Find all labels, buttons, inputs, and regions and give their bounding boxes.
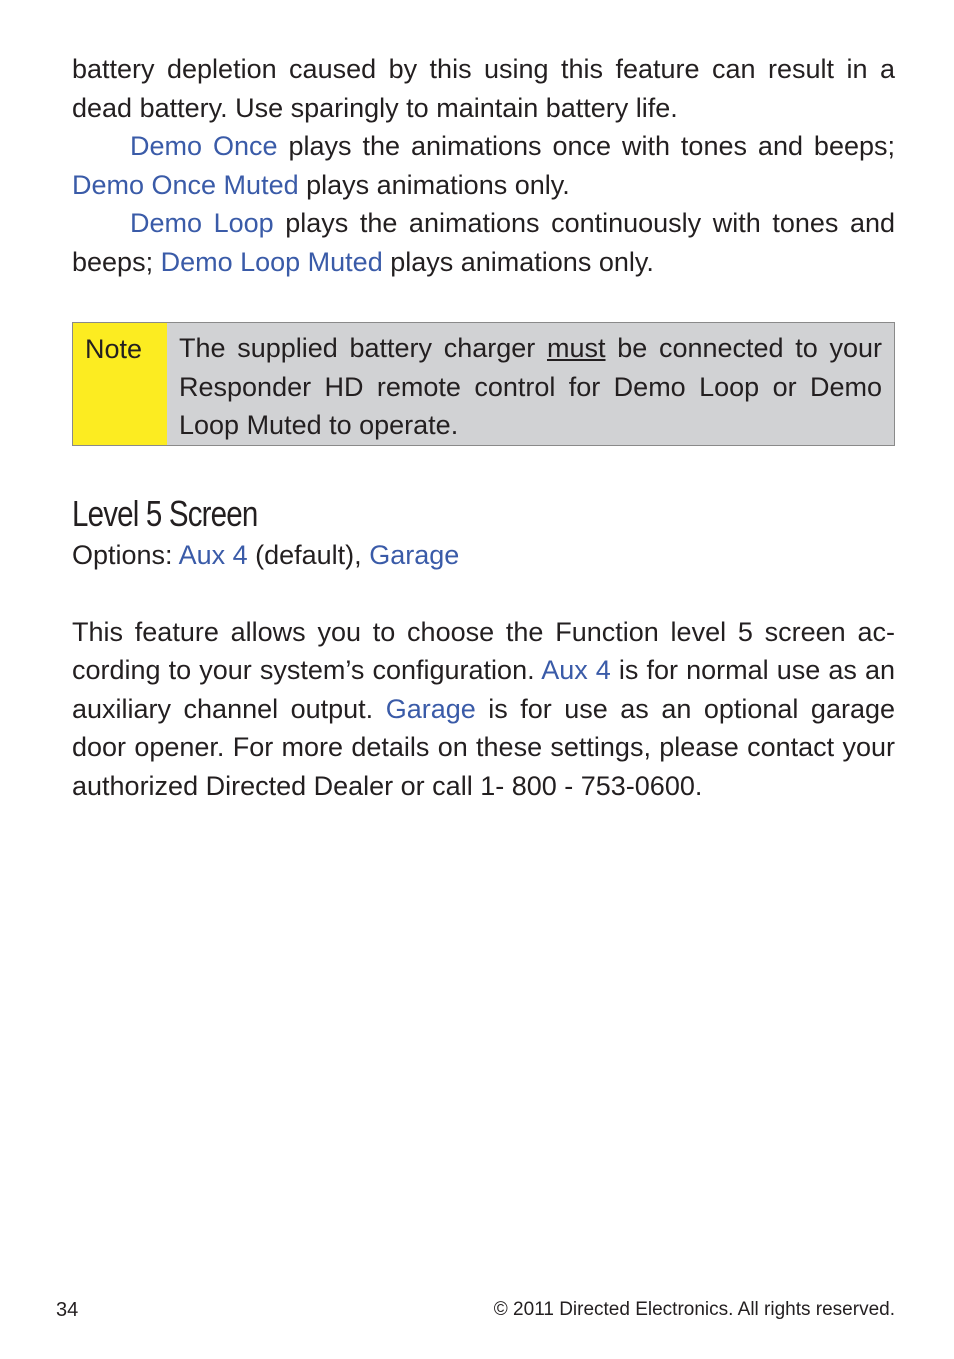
intro-text: battery depletion caused by this using this feature can result in a dead battery. Use sparingly to maintain battery life. bbox=[72, 54, 895, 123]
options-label: Options: bbox=[72, 540, 179, 570]
note-text-before: The supplied battery charger bbox=[179, 333, 547, 363]
options-line bbox=[72, 536, 895, 575]
page-number: 34 bbox=[56, 1299, 79, 1321]
demo-once-muted-text: plays animations only. bbox=[298, 169, 570, 200]
body-part2: is for normal use as an auxiliary channel output. bbox=[72, 655, 895, 724]
demo-loop-paragraph bbox=[72, 204, 895, 281]
body-garage: Garage bbox=[385, 693, 476, 724]
option-aux4: Aux 4 bbox=[178, 540, 248, 570]
body-part1: This feature allows you to choose the Function level 5 screen according to your system’s configuration. bbox=[72, 616, 895, 685]
note-emphasis: must bbox=[547, 333, 606, 363]
note-text-after: be connected to your Responder HD remote control for Demo Loop or Demo Loop Muted to operate. bbox=[179, 333, 882, 440]
body-aux4: Aux 4 bbox=[541, 655, 611, 685]
page-footer bbox=[56, 1295, 895, 1325]
note-text bbox=[167, 323, 894, 445]
copyright-notice: © 2011 Directed Electronics. All rights reserved. bbox=[493, 1299, 895, 1320]
note-label: Note bbox=[73, 323, 167, 445]
note-box bbox=[72, 322, 895, 446]
demo-once-muted-term: Demo Once Muted bbox=[72, 169, 299, 200]
body-paragraph bbox=[72, 613, 895, 806]
demo-once-paragraph bbox=[72, 127, 895, 204]
demo-loop-muted-term: Demo Loop Muted bbox=[160, 246, 383, 277]
page-content bbox=[72, 50, 895, 805]
demo-once-text: plays the animations once with tones and beeps; bbox=[277, 131, 896, 161]
demo-loop-text: plays the animations continuously with tones and beeps; bbox=[72, 208, 895, 277]
body-part3: is for use as an optional garage door opener. For more details on these settings, please contact your authorized Directed Dealer or call 1- 800 - 753-0600. bbox=[72, 693, 895, 801]
demo-loop-muted-text: plays animations only. bbox=[382, 246, 654, 277]
option-garage: Garage bbox=[369, 540, 460, 570]
intro-paragraph bbox=[72, 50, 895, 127]
option-aux4-suffix: (default), bbox=[247, 540, 370, 570]
demo-loop-term: Demo Loop bbox=[130, 208, 274, 238]
section-title: Level 5 Screen bbox=[72, 493, 258, 534]
demo-once-term: Demo Once bbox=[130, 131, 278, 161]
